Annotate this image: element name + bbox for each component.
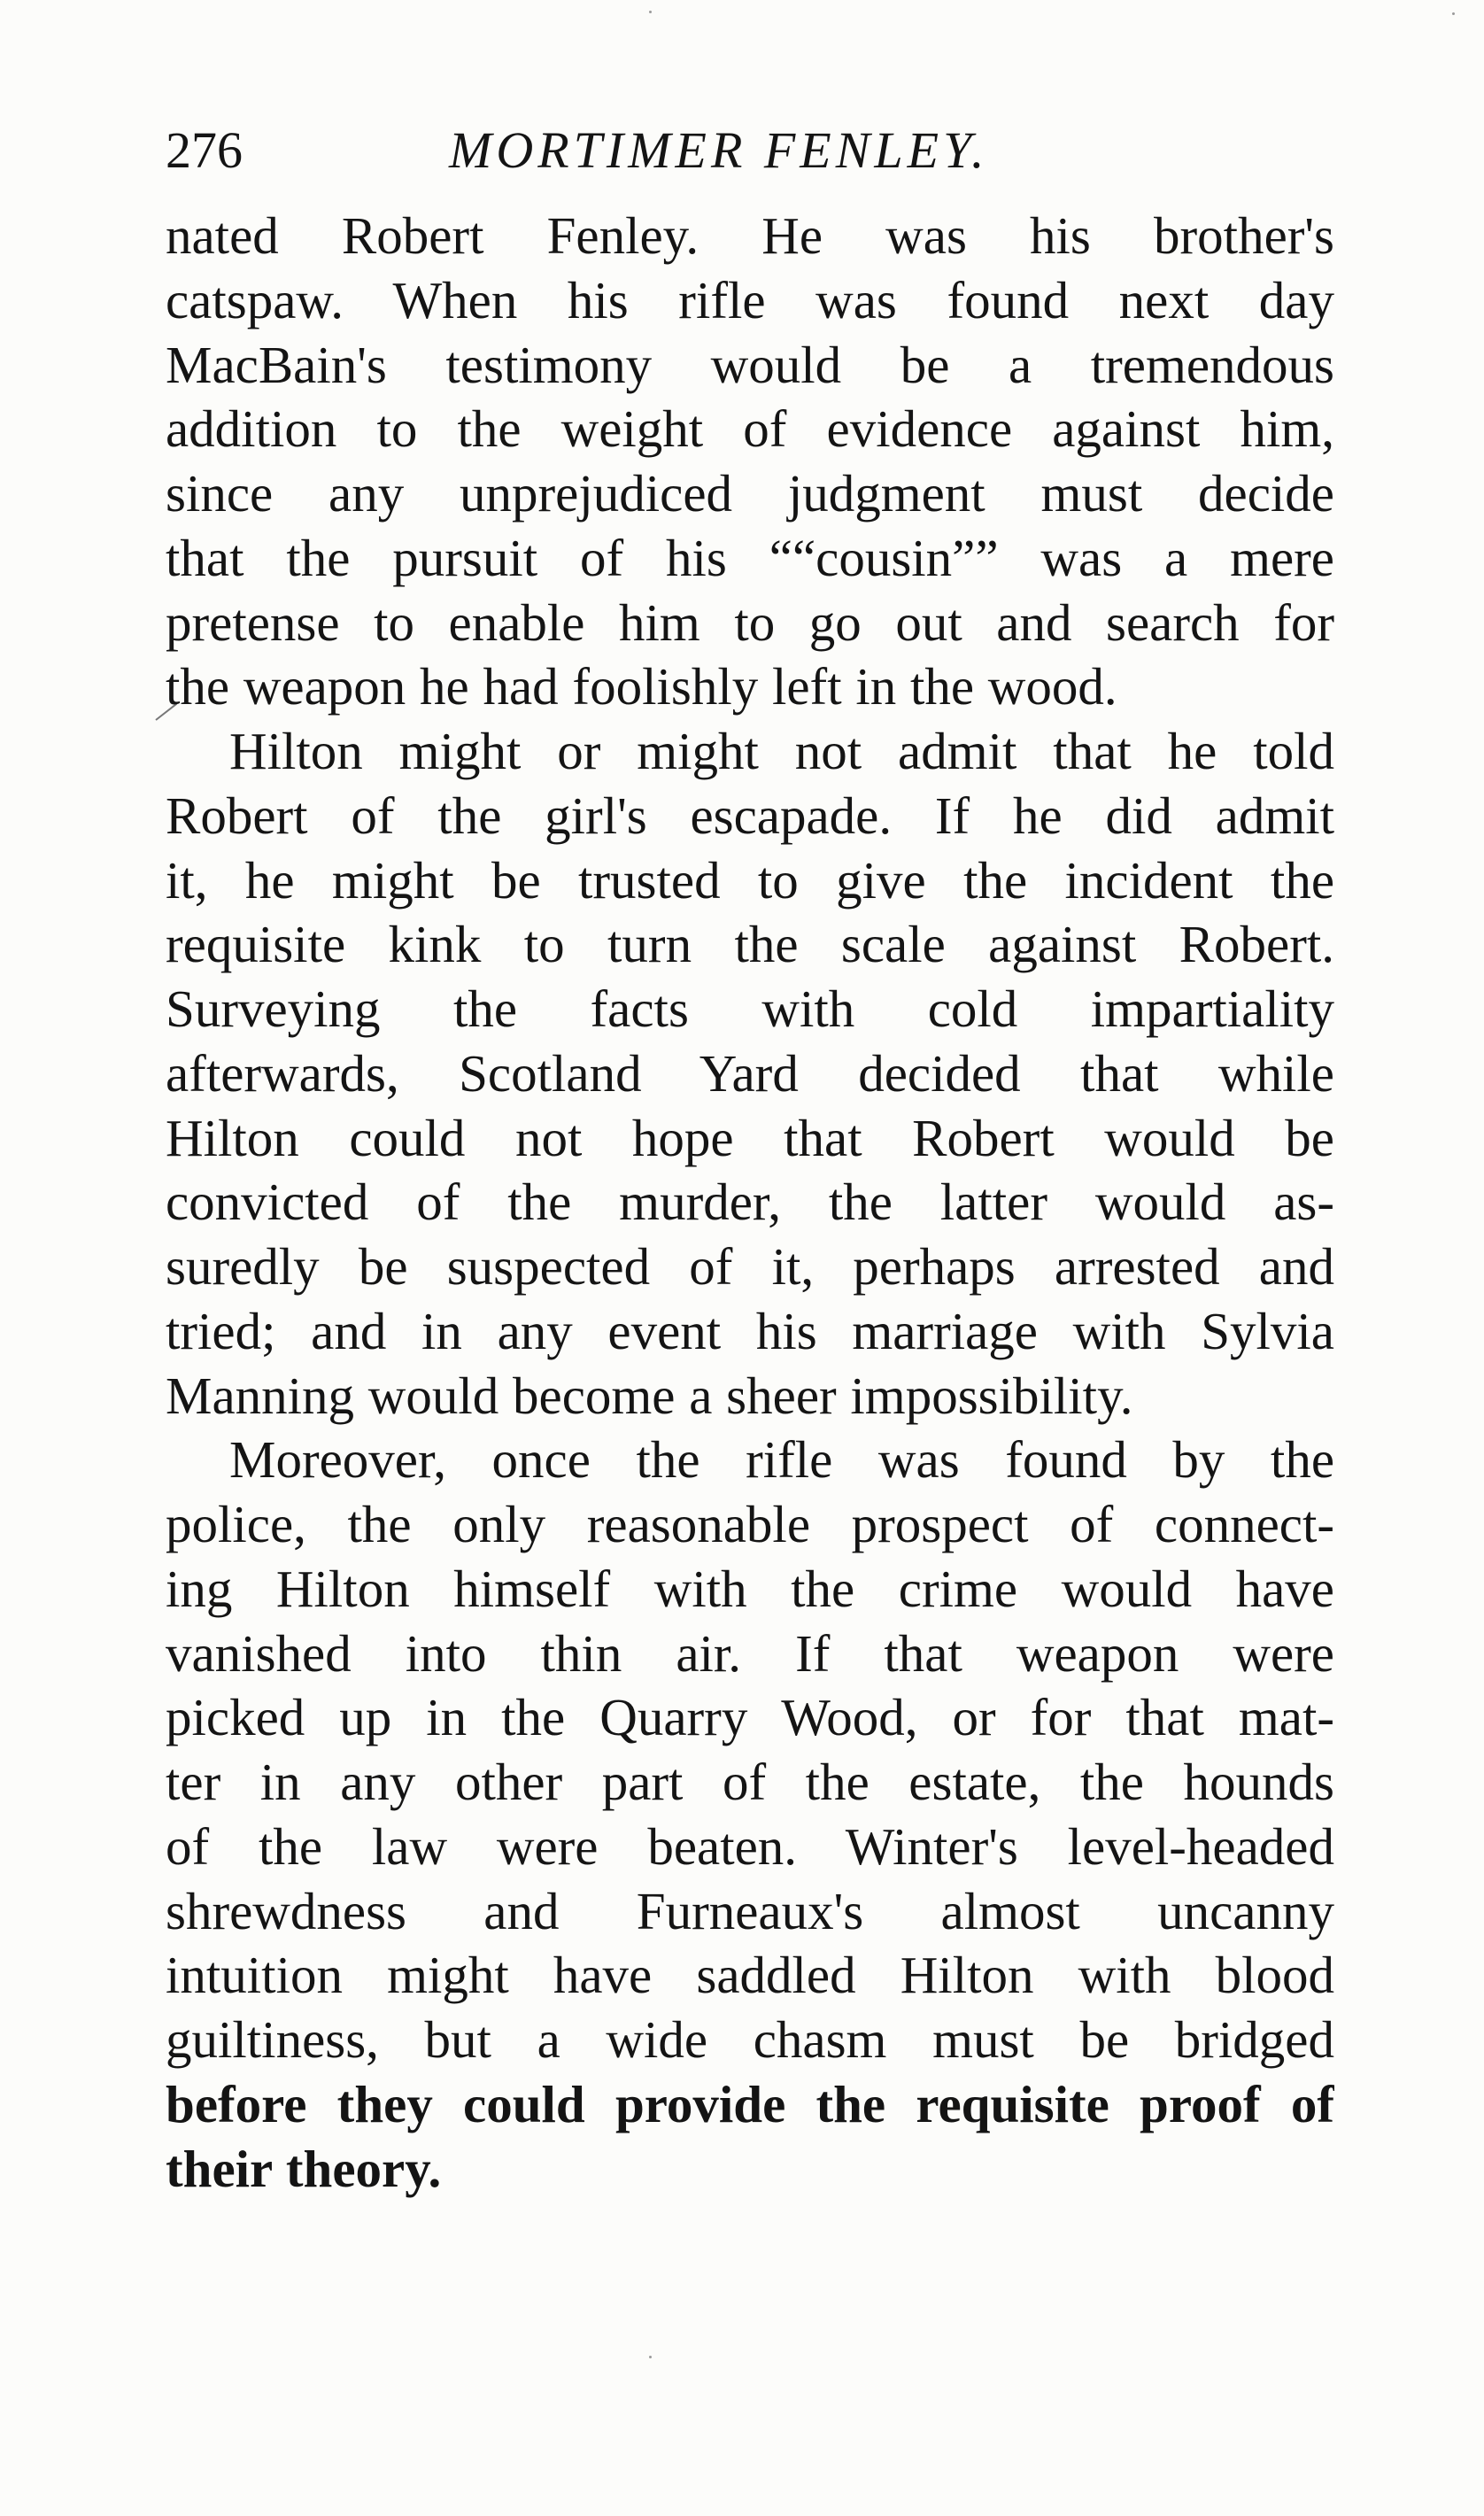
text-line: addition to the weight of evidence against him, (166, 399, 1334, 459)
text-line: catspaw. When his rifle was found next day (166, 270, 1334, 329)
text-line: before they could provide the requisite proof of (166, 2074, 1334, 2133)
text-line: Moreover, once the rifle was found by the (229, 1430, 1334, 1490)
text-line: guiltiness, but a wide chasm must be bridged (166, 2010, 1334, 2069)
text-line: intuition might have saddled Hilton with blood (166, 1946, 1334, 2005)
text-line: ter in any other part of the estate, the hounds (166, 1753, 1334, 1811)
text-line: tried; and in any event his marriage with Sylvia (166, 1301, 1334, 1360)
body-text (166, 204, 1334, 2201)
text-line: picked up in the Quarry Wood, or for that mat- (166, 1688, 1334, 1747)
text-line: police, the only reasonable prospect of connect- (166, 1495, 1334, 1553)
text-line: pretense to enable him to go out and search for (166, 592, 1334, 652)
page-header (166, 117, 1334, 184)
paper-speck (649, 11, 652, 13)
page-number: 276 (166, 121, 243, 179)
text-line: Robert of the girl's escapade. If he did admit (166, 786, 1334, 845)
text-line: Surveying the facts with cold impartiality (166, 979, 1334, 1038)
text-line: convicted of the murder, the latter would as- (166, 1173, 1334, 1232)
text-line: the weapon he had foolishly left in the wood. (166, 657, 1117, 716)
text-line: Hilton could not hope that Robert would be (166, 1108, 1334, 1167)
text-line: MacBain's testimony would be a tremendous (166, 335, 1334, 394)
text-line: vanished into thin air. If that weapon were (166, 1623, 1334, 1683)
text-line: that the pursuit of his ““cousin”” was a mere (166, 528, 1334, 587)
text-line: ing Hilton himself with the crime would have (166, 1559, 1334, 1618)
text-line: their theory. (166, 2139, 442, 2198)
text-line: Manning would become a sheer impossibility. (166, 1366, 1133, 1425)
text-line: suredly be suspected of it, perhaps arrested and (166, 1237, 1334, 1296)
text-line: requisite kink to turn the scale against Robert. (166, 915, 1334, 974)
text-line: Hilton might or might not admit that he told (229, 722, 1334, 780)
text-line: of the law were beaten. Winter's level-headed (166, 1816, 1334, 1876)
text-line: it, he might be trusted to give the incident the (166, 850, 1334, 910)
text-line: shrewdness and Furneaux's almost uncanny (166, 1881, 1334, 1940)
text-line: since any unprejudiced judgment must decide (166, 464, 1334, 523)
paper-speck (649, 2356, 652, 2358)
running-title: MORTIMER FENLEY. (449, 121, 989, 179)
text-line: afterwards, Scotland Yard decided that while (166, 1043, 1334, 1103)
text-line: nated Robert Fenley. He was his brother's (166, 206, 1334, 265)
paper-speck (1452, 12, 1455, 15)
